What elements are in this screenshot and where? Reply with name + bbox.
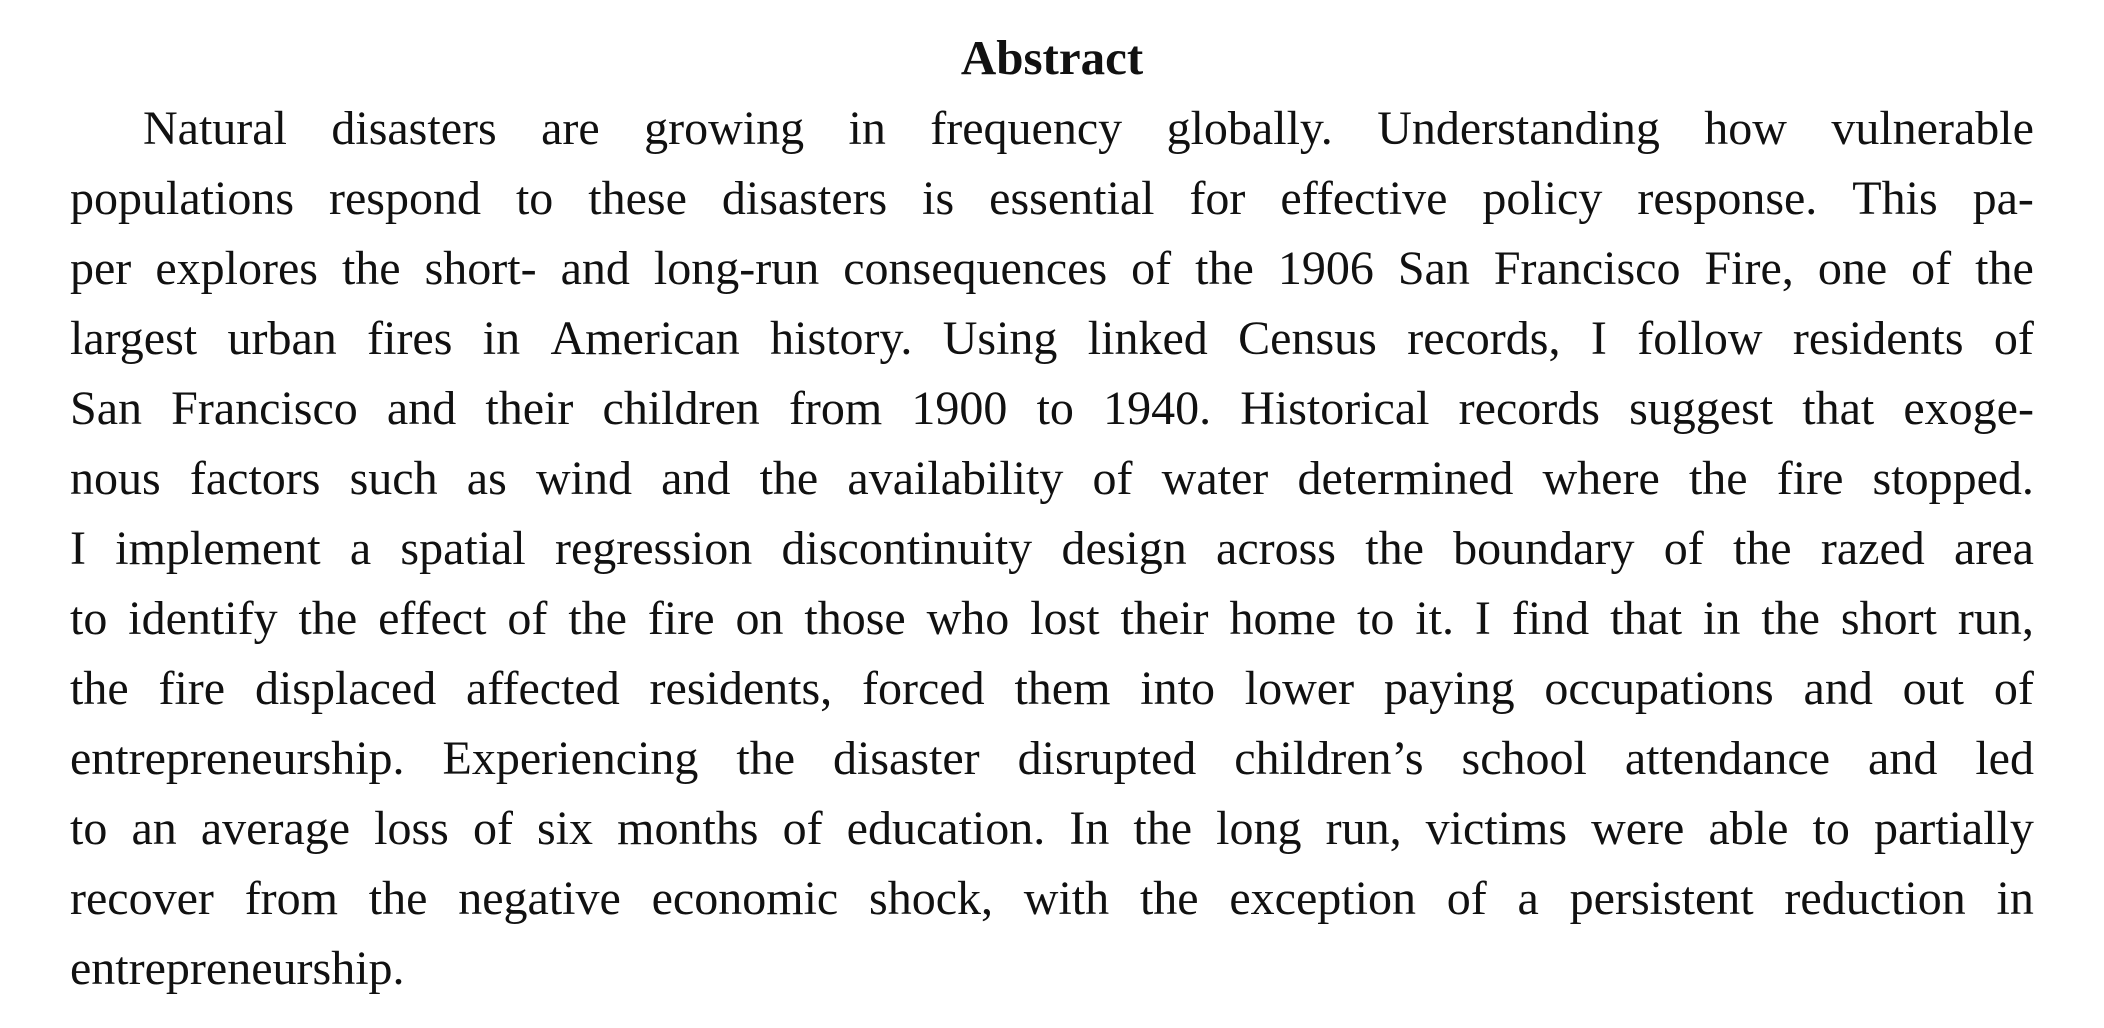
abstract-line: per explores the short- and long-run consequences of the 1906 San Francisco Fire, one of the xyxy=(70,242,2034,295)
abstract-line: entrepreneurship. Experiencing the disaster disrupted children’s school attendance and led xyxy=(70,732,2034,785)
abstract-line: Natural disasters are growing in frequency globally. Understanding how vulnerable xyxy=(143,102,2034,155)
abstract-line: San Francisco and their children from 1900 to 1940. Historical records suggest that exoge- xyxy=(70,382,2034,435)
abstract-line: I implement a spatial regression discontinuity design across the boundary of the razed area xyxy=(70,522,2034,575)
section-title: Abstract xyxy=(960,30,1144,85)
abstract-line: recover from the negative economic shock, with the exception of a persistent reduction in xyxy=(70,872,2034,925)
abstract-line: to identify the effect of the fire on those who lost their home to it. I find that in the short run, xyxy=(70,592,2034,645)
abstract-line: entrepreneurship. xyxy=(70,942,405,995)
abstract-line: largest urban fires in American history. Using linked Census records, I follow residents of xyxy=(70,312,2034,365)
abstract-line: the fire displaced affected residents, forced them into lower paying occupations and out of xyxy=(70,662,2034,715)
abstract-paragraph xyxy=(70,94,2034,1004)
abstract-line: populations respond to these disasters is essential for effective policy response. This pa- xyxy=(70,172,2034,225)
abstract-line: nous factors such as wind and the availability of water determined where the fire stopped. xyxy=(70,452,2034,505)
abstract-line: to an average loss of six months of education. In the long run, victims were able to partially xyxy=(70,802,2034,855)
